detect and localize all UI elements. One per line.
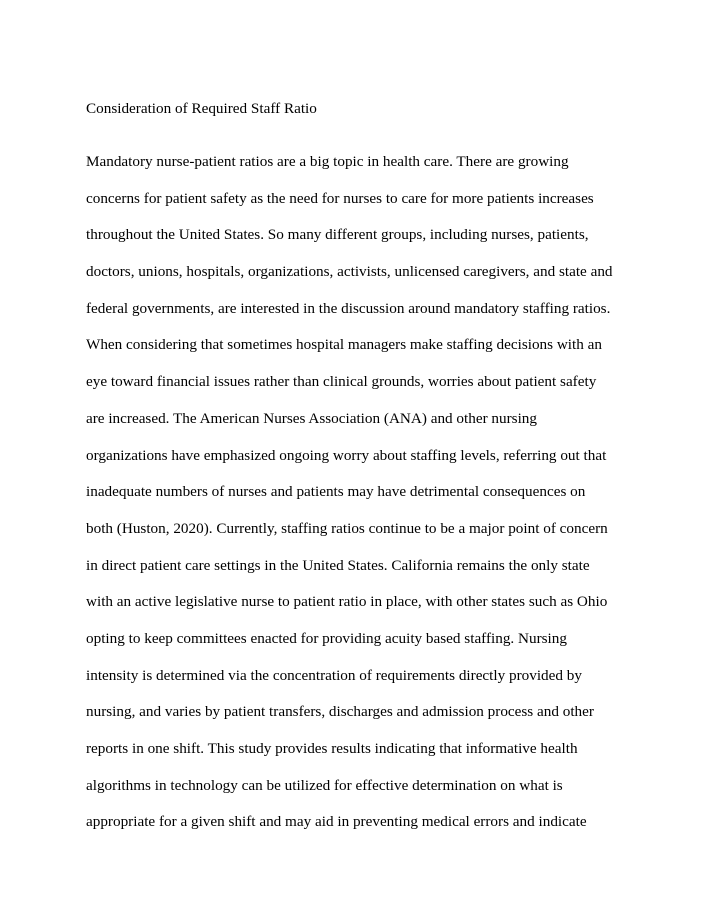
text-line: throughout the United States. So many different groups, including nurses, patients, [86,226,589,244]
text-line: both (Huston, 2020). Currently, staffing ratios continue to be a major point of concern [86,519,608,537]
text-line: nursing, and varies by patient transfers, discharges and admission process and other [86,703,594,721]
text-line: in direct patient care settings in the United States. California remains the only state [86,556,590,574]
text-line: algorithms in technology can be utilized for effective determination on what is [86,776,563,794]
text-line: eye toward financial issues rather than clinical grounds, worries about patient safety [86,373,597,391]
text-line: opting to keep committees enacted for providing acuity based staffing. Nursing [86,629,567,647]
text-line: inadequate numbers of nurses and patients may have detrimental consequences on [86,483,586,501]
text-line: are increased. The American Nurses Association (ANA) and other nursing [86,409,537,427]
text-line: federal governments, are interested in the discussion around mandatory staffing ratios. [86,299,611,317]
text-line: reports in one shift. This study provides results indicating that informative health [86,740,578,757]
text-line: organizations have emphasized ongoing worry about staffing levels, referring out that [86,446,607,464]
body-paragraph [86,151,646,848]
text-line: appropriate for a given shift and may aid in preventing medical errors and indicate [86,813,587,831]
text-line: intensity is determined via the concentration of requirements directly provided by [86,666,582,684]
text-line: Mandatory nurse-patient ratios are a big topic in health care. There are growing [86,153,569,170]
document-title: Consideration of Required Staff Ratio [86,100,317,117]
text-line: doctors, unions, hospitals, organizations, activists, unlicensed caregivers, and state and [86,263,613,281]
text-line: with an active legislative nurse to patient ratio in place, with other states such as Ohio [86,593,608,611]
text-line: When considering that sometimes hospital managers make staffing decisions with an [86,336,602,354]
text-line: concerns for patient safety as the need for nurses to care for more patients increases [86,189,594,207]
